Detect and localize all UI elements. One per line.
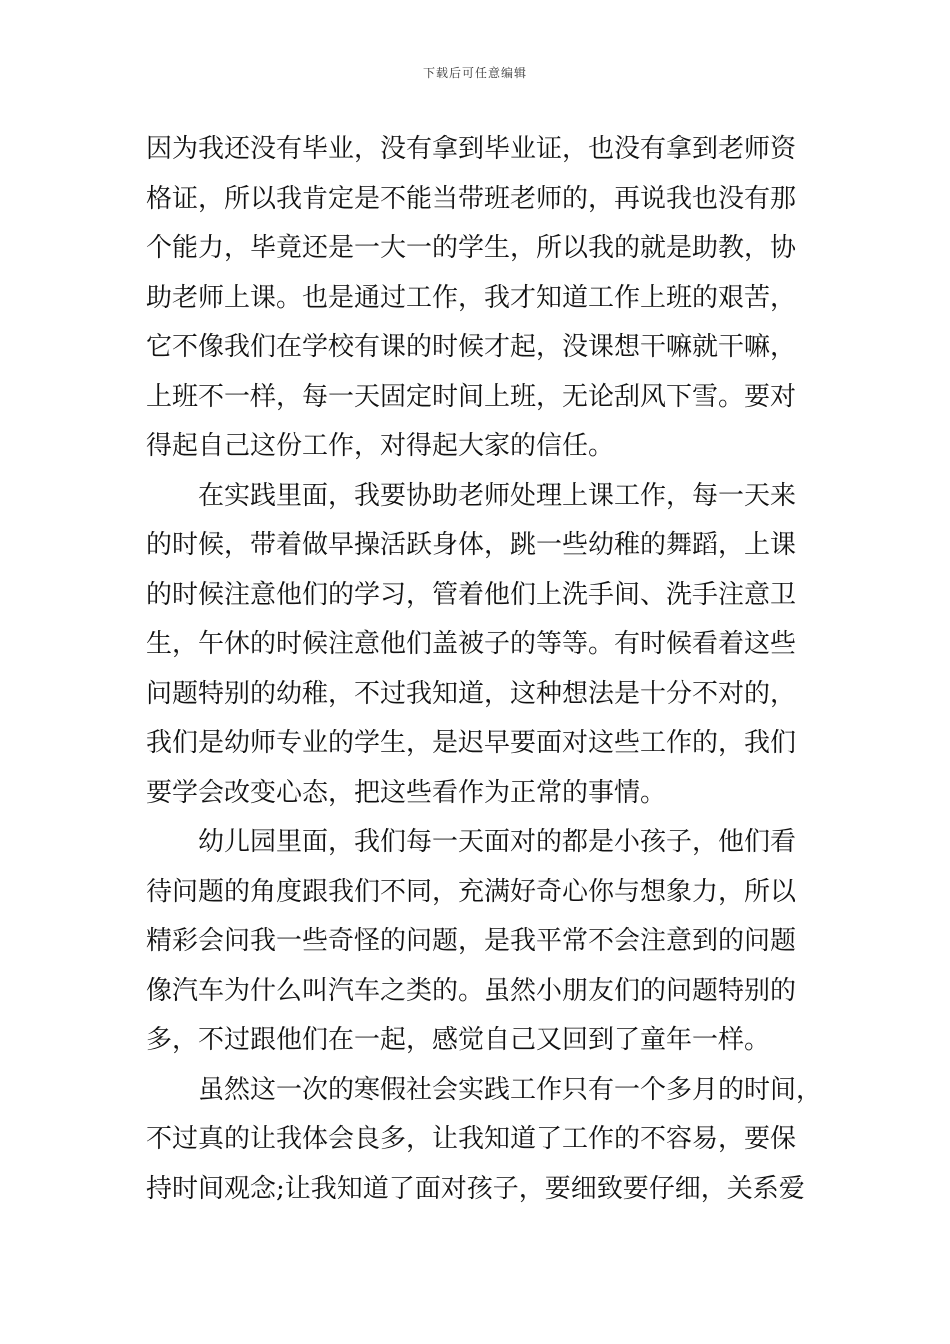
text-line: 要学会改变心态，把这些看作为正常的事情。 (146, 777, 667, 808)
text-line: 像汽车为什么叫汽车之类的。虽然小朋友们的问题特别的 (146, 975, 797, 1006)
text-line: 幼儿园里面，我们每一天面对的都是小孩子，他们看 (198, 827, 797, 857)
text-line: 持时间观念;让我知道了面对孩子，要细致要仔细，关系爱 (146, 1173, 805, 1204)
text-line: 多，不过跟他们在一起，感觉自己又回到了童年一样。 (146, 1025, 771, 1055)
text-line: 不过真的让我体会良多，让我知道了工作的不容易，要保 (146, 1124, 797, 1154)
text-line: 个能力，毕竟还是一大一的学生，所以我的就是助教，协 (146, 233, 797, 263)
text-line: 的时候，带着做早操活跃身体，跳一些幼稚的舞蹈，上课 (146, 530, 797, 560)
text-line: 在实践里面，我要协助老师处理上课工作，每一天来 (198, 480, 797, 511)
text-line: 我们是幼师专业的学生，是迟早要面对这些工作的，我们 (146, 728, 797, 758)
header-note: 下载后可任意编辑 (422, 66, 527, 80)
text-line: 待问题的角度跟我们不同，充满好奇心你与想象力，所以 (146, 876, 797, 907)
text-line: 的时候注意他们的学习，管着他们上洗手间、洗手注意卫 (146, 579, 797, 610)
text-line: 问题特别的幼稚，不过我知道，这种想法是十分不对的， (146, 678, 797, 709)
text-line: 助老师上课。也是通过工作，我才知道工作上班的艰苦， (146, 282, 797, 313)
text-line: 得起自己这份工作，对得起大家的信任。 (146, 431, 615, 461)
text-line: 格证，所以我肯定是不能当带班老师的，再说我也没有那 (146, 183, 797, 214)
text-line: 精彩会问我一些奇怪的问题，是我平常不会注意到的问题 (146, 926, 797, 956)
text-line: 虽然这一次的寒假社会实践工作只有一个多月的时间， (198, 1074, 823, 1105)
text-line: 因为我还没有毕业，没有拿到毕业证，也没有拿到老师资 (146, 134, 797, 164)
text-line: 生，午休的时候注意他们盖被子的等等。有时候看着这些 (146, 629, 797, 659)
body-text (146, 125, 823, 1214)
text-line: 它不像我们在学校有课的时候才起，没课想干嘛就干嘛， (146, 332, 797, 362)
text-line: 上班不一样，每一天固定时间上班，无论刮风下雪。要对 (146, 381, 797, 412)
